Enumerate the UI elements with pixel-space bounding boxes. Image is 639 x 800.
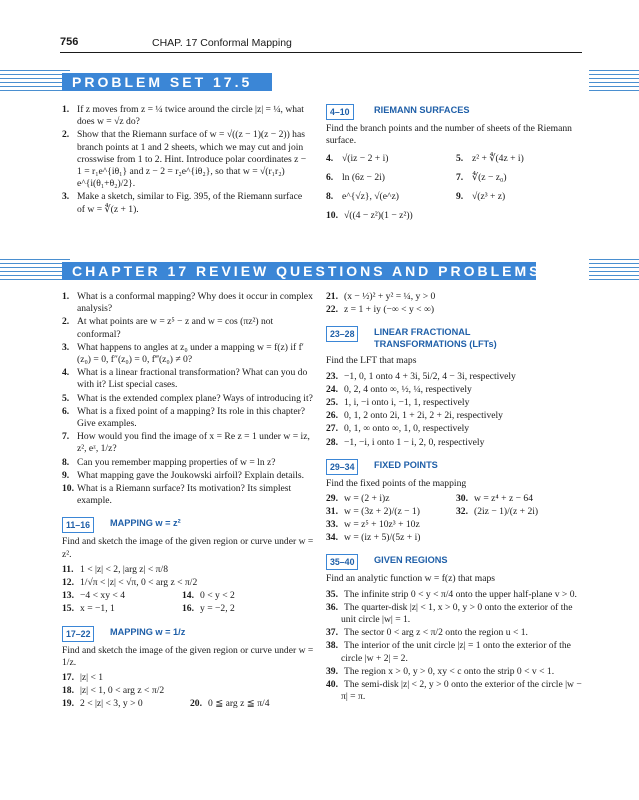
question (62, 470, 314, 482)
problem (326, 532, 584, 544)
problem-row (62, 577, 314, 590)
question-text: What is a fixed point of a mapping? Its role in this chapter? Give examples. (77, 405, 306, 430)
question-number: 5. (62, 392, 70, 404)
problem (326, 397, 584, 409)
problem-number: 24. (326, 383, 338, 395)
question-number: 9. (62, 469, 70, 481)
question (62, 406, 314, 430)
section-intro: Find and sketch the image of the given region or curve under w = 1/z. (62, 644, 314, 669)
problem-text: 0, 1, ∞ onto ∞, 1, 0, respectively (344, 423, 470, 435)
section-intro: Find an analytic function w = f(z) that maps (326, 573, 495, 585)
problem-number: 19. (62, 698, 74, 710)
problem-text: 1, i, −i onto i, −1, 1, respectively (344, 397, 470, 409)
section-mapping-inverse (62, 626, 314, 642)
problem-number: 33. (326, 519, 338, 531)
problem-row (62, 590, 314, 603)
problem-text: The infinite strip 0 < y < π/4 onto the upper half-plane v > 0. (344, 588, 577, 600)
problem (326, 410, 584, 422)
problem-row (62, 672, 314, 685)
question-text: What is a linear fractional transformation? What can you do with it? List special cases. (77, 367, 308, 391)
problem-number: 25. (326, 397, 338, 409)
section-range-tag: 35–40 (326, 554, 358, 570)
problem-text: x = −1, 1 (80, 602, 115, 614)
problem-text: The region x > 0, y > 0, xy < c onto the strip 0 < v < 1. (344, 665, 555, 677)
problem-number: 4. (326, 153, 334, 165)
section-range-tag: 4–10 (326, 104, 354, 120)
problem-number: 16. (182, 602, 194, 614)
problem-number: 10. (326, 210, 338, 222)
problem-set-banner (0, 70, 639, 94)
problem-number: 28. (326, 436, 338, 448)
problem-text: 1 < |z| < 2, |arg z| < π/8 (80, 563, 168, 575)
problem-text: −4 < xy < 4 (80, 589, 126, 601)
question (62, 457, 314, 469)
section-mapping-z2 (62, 517, 314, 533)
question-text: What is a conformal mapping? Why does it occur in complex analysis? (77, 291, 313, 315)
section-range-tag: 17–22 (62, 626, 94, 642)
problem-number: 1. (62, 104, 70, 115)
problem (326, 437, 584, 449)
section-heading: LINEAR FRACTIONAL (374, 327, 471, 338)
page-number: 756 (60, 36, 79, 48)
problem-text: √(z³ + z) (472, 191, 506, 203)
problem (326, 679, 584, 703)
problem-text: e^{√z}, √(e^z) (342, 191, 399, 203)
section-heading: MAPPING w = z² (110, 518, 181, 529)
question-number: 2. (62, 316, 70, 328)
problem-text: (2iz − 1)/(z + 2i) (474, 506, 539, 518)
banner-stripes-left (0, 70, 70, 94)
problem-number: 5. (456, 153, 464, 165)
problem-text: z² + ∜(4z + i) (472, 153, 524, 165)
banner-stripes-right (589, 70, 639, 94)
problem-text: The interior of the unit circle |z| = 1 onto the exterior of the circle |w + 2| = 2. (341, 640, 571, 664)
problem-row (62, 685, 314, 698)
problem-text: The semi-disk |z| < 2, y > 0 onto the exterior of the circle |w − π| = π. (341, 679, 582, 703)
problem-text: w = (3z + 2)/(z − 1) (344, 506, 420, 518)
problem-number: 6. (326, 172, 334, 184)
question (62, 291, 314, 315)
problem-text: 0 < y < 2 (200, 589, 235, 601)
question-number: 4. (62, 367, 70, 379)
problem-number: 14. (182, 589, 194, 601)
problem-number: 11. (62, 563, 74, 575)
section-heading: FIXED POINTS (374, 459, 438, 470)
problem-text: |z| < 1, 0 < arg z < π/2 (80, 685, 165, 697)
problem-text: Make a sketch, similar to Fig. 395, of the Riemann surface of w = ∜(z + 1). (77, 191, 303, 215)
question-text: What mapping gave the Joukowski airfoil? Explain details. (77, 469, 304, 481)
section-fixed-points (326, 459, 584, 475)
problem-row (62, 603, 314, 616)
problem-number: 22. (326, 304, 338, 316)
problem-number: 34. (326, 532, 338, 544)
banner-stripes-right (589, 259, 639, 283)
problem-number: 36. (326, 601, 338, 613)
problem (326, 519, 584, 531)
problem-text: w = z⁴ + z − 64 (474, 493, 534, 505)
problem-text: (x − ½)² + y² = ¼, y > 0 (344, 291, 436, 302)
question-number: 6. (62, 405, 70, 417)
problem-text: √(iz − 2 + i) (342, 153, 389, 165)
problem-row (326, 153, 584, 166)
problem-number: 35. (326, 588, 338, 600)
problem-text: 0, 1, 2 onto 2i, 1 + 2i, 2 + 2i, respectively (344, 410, 503, 422)
problem-number: 17. (62, 672, 74, 684)
problem-row (326, 191, 584, 204)
problem-1 (62, 104, 312, 128)
question-text: What is the extended complex plane? Ways of introducing it? (77, 392, 313, 404)
question (62, 367, 314, 391)
question-number: 3. (62, 341, 70, 353)
section-given-regions (326, 554, 584, 570)
problem-number: 37. (326, 627, 338, 639)
problem-text: ∜(z − z₀) (472, 172, 507, 184)
banner-stripes-left (0, 259, 70, 283)
review-title: CHAPTER 17 REVIEW QUESTIONS AND PROBLEMS (72, 263, 542, 279)
review-left-column (62, 291, 314, 711)
question (62, 431, 314, 455)
question-text: At what points are w = z⁵ − z and w = cos (πz²) not conformal? (77, 316, 274, 340)
problem-2 (62, 129, 312, 190)
section-range-tag: 11–16 (62, 517, 94, 533)
problem-text: 2 < |z| < 3, y > 0 (80, 698, 143, 710)
section-heading-line-2: TRANSFORMATIONS (LFTs) (374, 339, 497, 350)
section-lft (326, 326, 584, 352)
section-heading: MAPPING w = 1/z (110, 626, 186, 637)
problem-number: 8. (326, 191, 334, 203)
problem (326, 666, 584, 678)
problem-row (326, 172, 584, 185)
problem-number: 7. (456, 172, 464, 184)
question (62, 483, 314, 507)
problem-text: 0, 2, 4 onto ∞, ½, ¼, respectively (344, 383, 472, 395)
section-heading: GIVEN REGIONS (374, 555, 448, 566)
problem-text: If z moves from z = ¼ twice around the circle |z| = ¼, what does w = √z do? (77, 104, 304, 128)
question-text: Can you remember mapping properties of w = ln z? (77, 456, 276, 468)
problem-set-right-column (326, 104, 584, 223)
problem-text: −1, −i, i onto 1 − i, 2, 0, respectively (344, 436, 485, 448)
problem-text: |z| < 1 (80, 672, 104, 684)
problem-text: 1/√π < |z| < √π, 0 < arg z < π/2 (80, 576, 198, 588)
problem-text: Show that the Riemann surface of w = √((z − 1)(z − 2)) has branch points at 1 and 2 sheets, which we may cut and join crosswise from 1 to 2. Hint. Introduce polar coordinates z − 1 = r₁e^{iθ₁} and z − 2 = r₂e^{iθ₂}, so that w = √(r₁r₂) e^{i(θ₁+θ₂)/2}. (77, 129, 307, 190)
problem-number: 21. (326, 291, 338, 302)
question (62, 342, 314, 366)
review-banner (0, 259, 639, 283)
problem-row (326, 210, 584, 223)
problem-number: 27. (326, 423, 338, 435)
problem-text: 0 ≦ arg z ≦ π/4 (208, 698, 270, 710)
problem-row (62, 564, 314, 577)
problem-21 (326, 291, 584, 303)
section-range-tag: 23–28 (326, 326, 358, 342)
problem-number: 30. (456, 493, 468, 505)
problem (326, 384, 584, 396)
review-right-column (326, 291, 584, 704)
problem-number: 23. (326, 370, 338, 382)
question-number: 7. (62, 431, 70, 443)
problem-number: 26. (326, 410, 338, 422)
problem-text: w = (iz + 5)/(5z + i) (344, 532, 421, 544)
question-text: How would you find the image of x = Re z = 1 under w = iz, z², eᶻ, 1/z? (77, 431, 310, 455)
problem-number: 39. (326, 665, 338, 677)
problem (326, 640, 584, 664)
problem-text: w = z⁵ + 10z³ + 10z (344, 519, 420, 531)
section-riemann-surfaces (326, 104, 584, 120)
problem-3 (62, 191, 312, 215)
problem-text: z = 1 + iy (−∞ < y < ∞) (344, 304, 435, 316)
running-header: CHAP. 17 Conformal Mapping (152, 37, 292, 49)
section-intro: Find the branch points and the number of sheets of the Riemann surface. (326, 123, 572, 147)
problem-row (326, 506, 584, 519)
problem-number: 38. (326, 640, 338, 652)
problem (326, 627, 584, 639)
problem-number: 13. (62, 589, 74, 601)
question-text: What happens to angles at z₀ under a mapping w = f(z) if f′(z₀) = 0, f″(z₀) = 0, f‴(z₀) ≠ 0? (77, 341, 304, 366)
question-number: 1. (62, 291, 70, 302)
section-intro: Find and sketch the image of the given region or curve under w = z². (62, 536, 314, 560)
problem (326, 371, 584, 383)
problem (326, 589, 584, 601)
problem-22 (326, 304, 584, 316)
header-rule (60, 52, 582, 53)
problem (326, 602, 584, 626)
problem-number: 40. (326, 679, 338, 691)
question-number: 10. (62, 483, 74, 495)
problem-number: 2. (62, 129, 70, 141)
problem-number: 3. (62, 191, 70, 203)
problem-text: The quarter-disk |z| < 1, x > 0, y > 0 onto the exterior of the unit circle |w| = 1. (341, 601, 573, 626)
problem-text: The sector 0 < arg z < π/2 onto the region u < 1. (344, 627, 528, 639)
problem-row (62, 698, 314, 711)
section-range-tag: 29–34 (326, 459, 358, 475)
problem-row (326, 493, 584, 506)
section-heading: RIEMANN SURFACES (374, 105, 470, 115)
problem-text: −1, 0, 1 onto 4 + 3i, 5i/2, 4 − 3i, respectively (344, 370, 516, 382)
section-intro: Find the LFT that maps (326, 355, 417, 367)
problem-number: 18. (62, 685, 74, 697)
problem-number: 20. (190, 698, 202, 710)
problem-set-left-column (62, 104, 312, 217)
question-number: 8. (62, 456, 70, 468)
problem-text: w = (2 + i)z (344, 493, 390, 505)
problem-text: ln (6z − 2i) (342, 172, 385, 184)
problem (326, 423, 584, 435)
problem-text: √((4 − z²)(1 − z²)) (344, 210, 413, 222)
problem-text: y = −2, 2 (200, 602, 235, 614)
problem-set-title: PROBLEM SET 17.5 (72, 74, 253, 90)
problem-number: 12. (62, 576, 74, 588)
question-text: What is a Riemann surface? Its motivation? Its simplest example. (77, 483, 292, 507)
question (62, 316, 314, 340)
question (62, 393, 314, 405)
problem-number: 9. (456, 191, 464, 203)
problem-number: 31. (326, 506, 338, 518)
problem-number: 29. (326, 493, 338, 505)
problem-number: 15. (62, 602, 74, 614)
problem-number: 32. (456, 506, 468, 518)
section-intro: Find the fixed points of the mapping (326, 477, 467, 489)
